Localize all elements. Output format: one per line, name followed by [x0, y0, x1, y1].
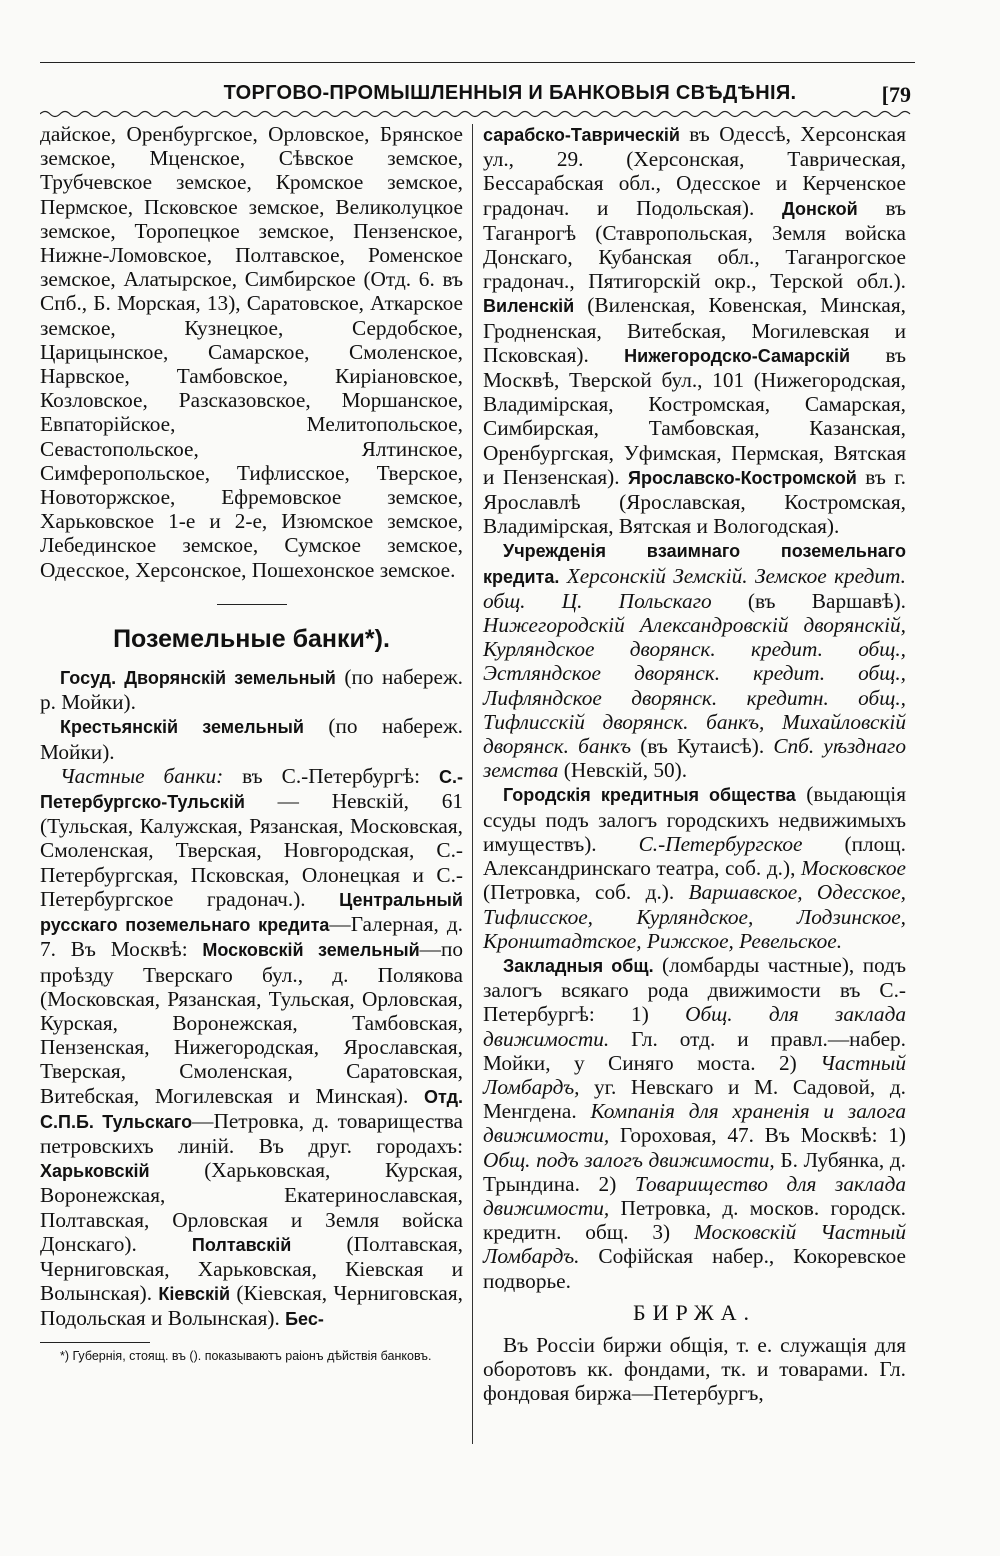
running-title: ТОРГОВО-ПРОМЫШЛЕННЫЯ И БАНКОВЫЯ СВѢДѢНIЯ.: [223, 82, 797, 104]
section-heading-land-banks: Поземельные банки*).: [113, 624, 390, 653]
text-run: —Галерная, д. 7. Въ Москвѣ:: [40, 912, 463, 962]
italic-term: Нижегородскій Александровскій дворянскій, Курляндское дворянск. кредит. общ., Эстляндское дворянск. кредит. общ., Лифляндское дворянск. кредитн. общ., Тифлисскій дворянск. банкъ, Михайловскій дворянск. банкъ: [483, 613, 906, 759]
wavy-rule: [40, 108, 915, 120]
bold-term: Московскій земельный: [202, 940, 420, 961]
text-run: Гл. отд. и правл.—набер. Мойки, у Синяго моста. 2): [483, 1026, 906, 1075]
bold-term: Кіевскій: [158, 1284, 231, 1305]
paragraph-state-bank: [40, 665, 463, 714]
italic-term: Общ. подъ залогъ движимости,: [483, 1147, 775, 1172]
text-run: (по набереж. Мойки).: [40, 714, 463, 764]
text-run: (Петровка, соб. д.).: [483, 880, 689, 905]
left-column: [40, 122, 463, 1363]
paragraph-pawn-societies: [483, 953, 906, 1293]
text-run: уг. Невскаго и М. Садовой, д. Менгдена.: [483, 1074, 906, 1124]
italic-term: С.-Петербургское: [638, 831, 803, 856]
paragraph-regional-banks: [483, 122, 906, 538]
italic-term: Товарищество для заклада движимости,: [483, 1171, 906, 1220]
italic-term: Общ. для заклада движимости.: [483, 1002, 907, 1051]
text-run: (Харьковская, Курская, Воронежская, Екатеринославская, Полтавская, Орловская и Земля войска Донскаго).: [40, 1158, 463, 1256]
italic-term: Варшавское, Одесское, Тифлисское, Курляндское, Лодзинское, Кронштадтское, Рижское, Ревельское.: [483, 880, 906, 953]
paragraph-peasant-bank: [40, 714, 463, 763]
bold-term: Городскія кредитныя общества: [503, 785, 796, 806]
text-run: (по набереж. р. Мойки).: [40, 665, 463, 715]
text-run: Гороховая, 47. Въ Москвѣ: 1): [609, 1123, 906, 1148]
bold-term: Полтавскій: [191, 1234, 292, 1255]
text-run: въ С.-Петербургѣ:: [223, 763, 439, 788]
text-run: въ г. Ярославлѣ (Ярославская, Костромская, Владимірская, Вятская и Вологодская).: [483, 464, 906, 539]
text-run: (Невскій, 50).: [558, 758, 688, 783]
italic-term: Херсонскій Земскій. Земское кредит. общ. Ц. Польскаго: [483, 563, 906, 613]
bold-term: Госуд. Дворянскій земельный: [60, 668, 336, 689]
text-run: —по проѣзду Тверскаго бул., д. Полякова (Московская, Рязанская, Тульская, Орловская, Курская, Воронежская, Тамбовская, Пензенская, Нижегородская, Ярославская, Тверская, Смоленская, Саратовская, Витебская, Могилевская и Минская).: [40, 937, 463, 1108]
bold-term: Бес-: [285, 1309, 324, 1330]
text-run: (въ Кутаисѣ).: [631, 734, 774, 759]
text-run: (площ. Александринскаго театра, соб. д.),: [483, 831, 906, 881]
italic-term: Компанія для храненія и залога движимости,: [483, 1099, 906, 1148]
bold-term: Нижегородско-Самарскій: [624, 345, 851, 366]
italic-term: Спб. уѣзднаго земства: [483, 734, 906, 783]
text-run: Б. Лубянка, д. Трындина. 2): [483, 1147, 906, 1196]
text-run: въ Одессѣ, Херсонская ул., 29. (Херсонская, Таврическая, Бессарабская обл., Одесское и Керченское градонач. и Подольская).: [483, 122, 906, 220]
bold-term: Крестьянскій земельный: [60, 717, 304, 738]
text-run: Петровка, д. москов. городск. кредитн. общ. 3): [483, 1195, 906, 1245]
column-divider: [472, 124, 473, 1444]
footnote-rule: [40, 1342, 150, 1343]
paragraph-mutual-credit: [483, 538, 906, 782]
text-run: (Виленская, Ковенская, Минская, Гродненская, Витебская, Могилевская и Псковская).: [483, 293, 906, 367]
bold-term: Харьковскій: [40, 1161, 150, 1182]
text-run: въ Москвѣ, Тверской бул., 101 (Нижегородская, Владимірская, Костромская, Самарская, Симбирская, Тамбовская, Казанская, Оренбургская, Уфимская, Пермская, Вятская и Пензенская).: [483, 342, 906, 489]
section-heading-exchange: БИРЖА.: [632, 1299, 757, 1325]
italic-term: Частный Ломбардъ,: [483, 1050, 906, 1099]
paragraph-exchange: Въ Россіи биржи общія, т. е. служащія для оборотовъ кк. фондами, тк. и товарами. Гл. фондовая биржа—Петербургъ,: [483, 1332, 906, 1406]
italic-term: Московскій Частный Ломбардъ.: [483, 1220, 906, 1269]
paragraph-city-credit: [483, 782, 906, 952]
bold-term: Учрежденія взаимнаго поземельнаго кредита.: [483, 541, 906, 587]
text-run: (въ Варшавѣ).: [711, 588, 906, 613]
italic-term: Московское: [800, 856, 906, 881]
italic-term: Частные банки:: [60, 763, 224, 788]
text-run: въ Таганрогѣ (Ставропольская, Земля войска Донскаго, Кубанская обл., Таганрогское градонач., Пятигорскій окр., Терской обл.).: [483, 195, 906, 294]
text-run: — Невскій, 61 (Тульская, Калужская, Рязанская, Московская, Смоленская, Тверская, Новгородская, С.-Петербургская, Псковская, Олонецкая и С.-Петербургское градонач.).: [40, 789, 463, 911]
bold-term: Донской: [781, 198, 858, 219]
bold-term: Закладныя общ.: [503, 955, 654, 976]
text-run: (выдающія ссуды подъ залогъ городскихъ недвижимыхъ имуществъ).: [483, 782, 906, 856]
bold-term: С.-Петербургско-Тульскій: [40, 766, 463, 813]
paragraph-private-banks: [40, 764, 463, 1332]
right-column: [483, 122, 906, 1406]
bold-term: Виленскій: [483, 296, 575, 317]
page-number: [79: [881, 82, 911, 107]
bold-term: Отд. С.П.Б. Тульскаго: [40, 1086, 463, 1132]
bank-list-paragraph: дайское, Оренбургское, Орловское, Брянское земское, Мценское, Сѣвское земское, Трубчевское земское, Кромское земское, Пермское, Псковское земское, Великолуцкое земское, Торопецкое земское, Пензенское, Нижне-Ломовское, Полтавское, Роменское земское, Алатырское, Симбирское (Отд. 6. въ Спб., Б. Морская, 13), Саратовское, Аткарское земское, Кузнецкое, Сердобское, Царицынское, Самарское, Смоленское, Нарвское, Тамбовское, Киріановское, Козловское, Разсказовское, Моршанское, Евпаторійское, Мелитопольское, Севастопольское, Ялтинское, Симферопольское, Тифлисское, Тверское, Новоторжское, Ефремовское земское, Харьковское 1-е и 2-е, Изюмское земское, Лебединское земское, Сумское земское, Одесское, Херсонское, Пошехонское земское.: [40, 122, 463, 582]
bold-term: сарабско-Таврическій: [483, 125, 680, 145]
text-run: (Полтавская, Черниговская, Харьковская, Кіевская и Волынская).: [40, 1231, 463, 1306]
bold-term: Центральный русскаго поземельнаго кредита: [40, 889, 463, 936]
text-run: —Петровка, д. товарищества петровскихъ линій. Въ друг. городахъ:: [40, 1108, 463, 1158]
text-run: (ломбарды частные), подъ залогъ всякаго рода движимости въ С.-Петербургѣ: 1): [483, 952, 906, 1027]
top-rule: [40, 62, 915, 63]
text-run: (Кіевская, Черниговская, Подольская и Волынская).: [40, 1281, 463, 1331]
bold-term: Ярославско-Костромской: [628, 467, 857, 488]
section-rule: [217, 604, 287, 605]
text-run: Софійская набер., Кокоревское подворье.: [483, 1244, 906, 1293]
footnote: *) Губернія, стоящ. въ (). показываютъ раіонъ дѣйствія банковъ.: [60, 1348, 432, 1363]
